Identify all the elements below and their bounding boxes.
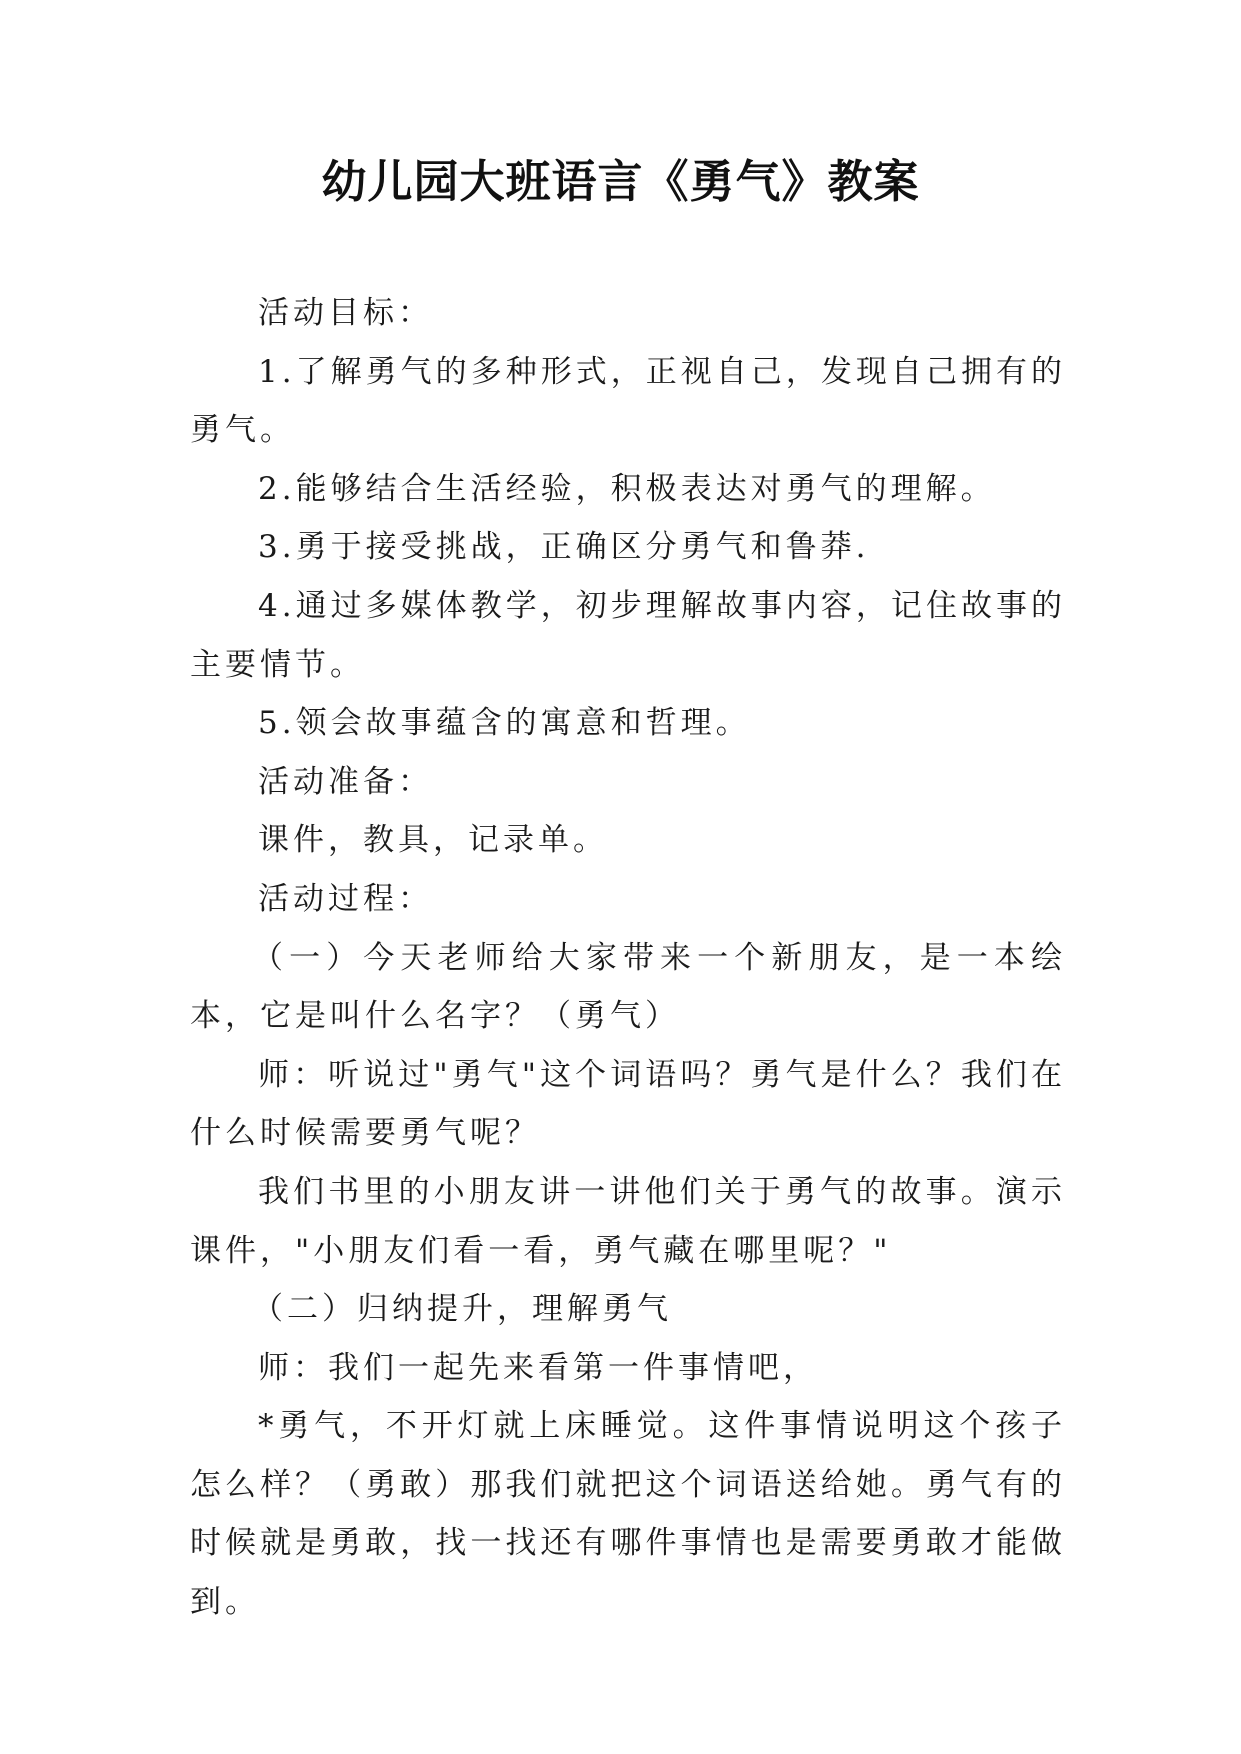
paragraph-book-story: 我们书里的小朋友讲一讲他们关于勇气的故事。演示课件，"小朋友们看一看，勇气藏在哪里呢？" — [190, 1173, 1066, 1269]
document-body — [190, 284, 1066, 1632]
paragraph-process-step-2: （二）归纳提升，理解勇气 — [252, 1291, 672, 1328]
paragraph-activity-process-heading: 活动过程： — [258, 880, 433, 917]
paragraph-goal-4: 4.通过多媒体教学，初步理解故事内容，记住故事的主要情节。 — [190, 587, 1066, 683]
paragraph-activity-prep: 课件，教具，记录单。 — [258, 822, 608, 859]
paragraph-activity-goals-heading: 活动目标： — [258, 295, 433, 331]
paragraph-goal-2: 2.能够结合生活经验，积极表达对勇气的理解。 — [258, 470, 996, 507]
paragraph-process-step-1: （一）今天老师给大家带来一个新朋友，是一本绘本，它是叫什么名字？（勇气） — [190, 939, 1066, 1035]
paragraph-activity-prep-heading: 活动准备： — [258, 763, 433, 800]
paragraph-goal-1: 1.了解勇气的多种形式，正视自己，发现自己拥有的勇气。 — [190, 353, 1066, 449]
paragraph-teacher-first-event: 师：我们一起先来看第一件事情吧， — [258, 1349, 818, 1386]
paragraph-goal-3: 3.勇于接受挑战，正确区分勇气和鲁莽. — [258, 529, 870, 566]
paragraph-goal-5: 5.领会故事蕴含的寓意和哲理。 — [258, 705, 751, 742]
document-title: 幼儿园大班语言《勇气》教案 — [321, 155, 920, 208]
paragraph-teacher-question: 师：听说过"勇气"这个词语吗？勇气是什么？我们在什么时候需要勇气呢？ — [190, 1056, 1066, 1152]
paragraph-courage-example: *勇气，不开灯就上床睡觉。这件事情说明这个孩子怎么样？（勇敢）那我们就把这个词语送给她。勇气有的时候就是勇敢，找一找还有哪件事情也是需要勇敢才能做到。 — [190, 1408, 1066, 1621]
